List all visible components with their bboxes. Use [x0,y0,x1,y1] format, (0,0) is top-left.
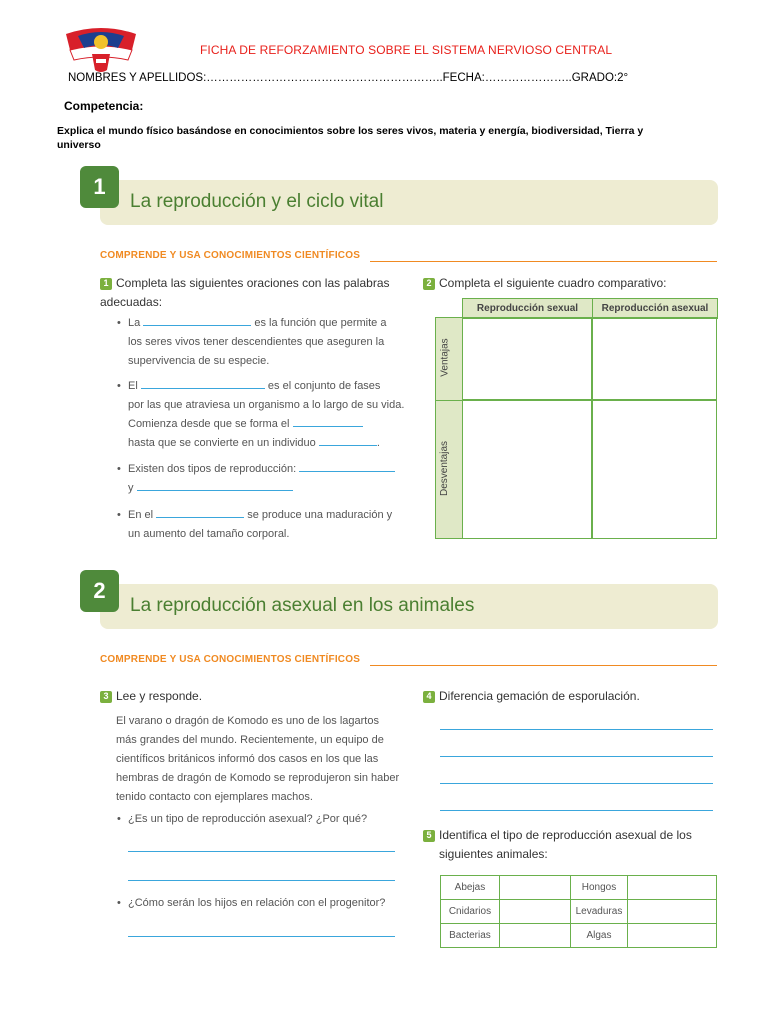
section1-title: La reproducción y el ciclo vital [130,191,384,212]
section2-number: 2 [80,570,119,612]
q3-prompt [100,687,202,706]
q4-badge: 4 [423,691,435,703]
row-header-ventajas: Ventajas [435,317,463,401]
col-header-asexual: Reproducción asexual [592,298,718,319]
q3-bullet-1: • ¿Es un tipo de reproducción asexual? ¿Por qué? [117,813,368,825]
q5-prompt: 5 Identifica el tipo de reproducción asexual de los siguientes animales: [423,826,723,864]
answer-line[interactable] [440,783,713,784]
section2-subtitle-rule [370,665,717,666]
animal-cell: Algas [570,924,628,948]
competencia-label: Competencia: [64,99,144,113]
animal-cell: Hongos [570,876,628,900]
animals-table [440,875,717,948]
student-info-line: NOMBRES Y APELLIDOS:……………………………………………………..FECHA:…………………..GRADO:2° [68,72,629,84]
blank-field[interactable] [137,480,293,491]
blank-field[interactable] [156,507,244,518]
blank-field[interactable] [299,461,395,472]
answer-cell[interactable] [628,924,717,948]
table-row [441,876,717,900]
animal-cell: Cnidarios [441,900,500,924]
cell-desventajas-asexual[interactable] [592,400,717,539]
q2-badge: 2 [423,278,435,290]
answer-line[interactable] [440,810,713,811]
answer-line[interactable] [128,851,395,852]
q3-badge: 3 [100,691,112,703]
school-crest-icon [62,24,140,74]
q3-text: Lee y responde. [116,689,203,703]
section2-title: La reproducción asexual en los animales [130,595,475,616]
q5-badge: 5 [423,830,435,842]
table-row [441,900,717,924]
blank-field[interactable] [319,435,377,446]
animal-cell: Bacterias [441,924,500,948]
animal-cell: Abejas [441,876,500,900]
section1-subtitle: COMPRENDE Y USA CONOCIMIENTOS CIENTÍFICOS [100,250,361,261]
cell-desventajas-sexual[interactable] [462,400,592,539]
q4-prompt [423,687,640,706]
page-title: FICHA DE REFORZAMIENTO SOBRE EL SISTEMA NERVIOSO CENTRAL [200,43,613,57]
q1-bullet-3: • Existen dos tipos de reproducción: y [128,460,418,498]
blank-field[interactable] [293,416,363,427]
col-header-sexual: Reproducción sexual [462,298,593,319]
answer-cell[interactable] [499,900,570,924]
q3-bullet-2: • ¿Cómo serán los hijos en relación con el progenitor? [117,897,386,909]
section1-number: 1 [80,166,119,208]
q1-bullet-2: • El es el conjunto de fases por las que atraviesa un organismo a lo largo de su vida. Comienza desde que se forma el hasta que se convierte en un individuo . [117,380,405,449]
cell-ventajas-sexual[interactable] [462,317,592,400]
komodo-paragraph: El varano o dragón de Komodo es uno de los lagartos más grandes del mundo. Recientemente, un equipo de científicos británicos informó dos casos en los que las hembras de dragón de Komodo se reprodujeron sin haber tenido contacto con ejemplares machos. [116,715,400,803]
blank-field[interactable] [143,315,251,326]
answer-cell[interactable] [628,876,717,900]
answer-line[interactable] [128,880,395,881]
comparative-table [435,298,718,540]
cell-ventajas-asexual[interactable] [592,317,717,400]
section1-subtitle-rule [370,261,717,262]
row-header-desventajas: Desventajas [435,400,463,539]
q1-badge: 1 [100,278,112,290]
animal-cell: Levaduras [570,900,628,924]
q1-text: Completa las siguientes oraciones con las palabras adecuadas: [100,276,390,309]
answer-cell[interactable] [499,924,570,948]
table-row [441,924,717,948]
q4-text: Diferencia gemación de esporulación. [439,689,640,703]
answer-line[interactable] [440,756,713,757]
q2-prompt [423,274,723,293]
q1-bullet-1: • La es la función que permite a los seres vivos tener descendientes que aseguren la supervivencia de su especie. [117,317,387,367]
answer-cell[interactable] [628,900,717,924]
q1-bullet-4: • En el se produce una maduración y un aumento del tamaño corporal. [117,509,393,540]
section2-subtitle: COMPRENDE Y USA CONOCIMIENTOS CIENTÍFICOS [100,654,361,665]
answer-line[interactable] [440,729,713,730]
q2-text: Completa el siguiente cuadro comparativo: [439,276,667,290]
competencia-text: Explica el mundo físico basándose en conocimientos sobre los seres vivos, materia y energía, biodiversidad, Tierra y universo [57,125,644,151]
blank-field[interactable] [141,378,265,389]
answer-line[interactable] [128,936,395,937]
answer-cell[interactable] [499,876,570,900]
q1-prompt [100,274,400,312]
